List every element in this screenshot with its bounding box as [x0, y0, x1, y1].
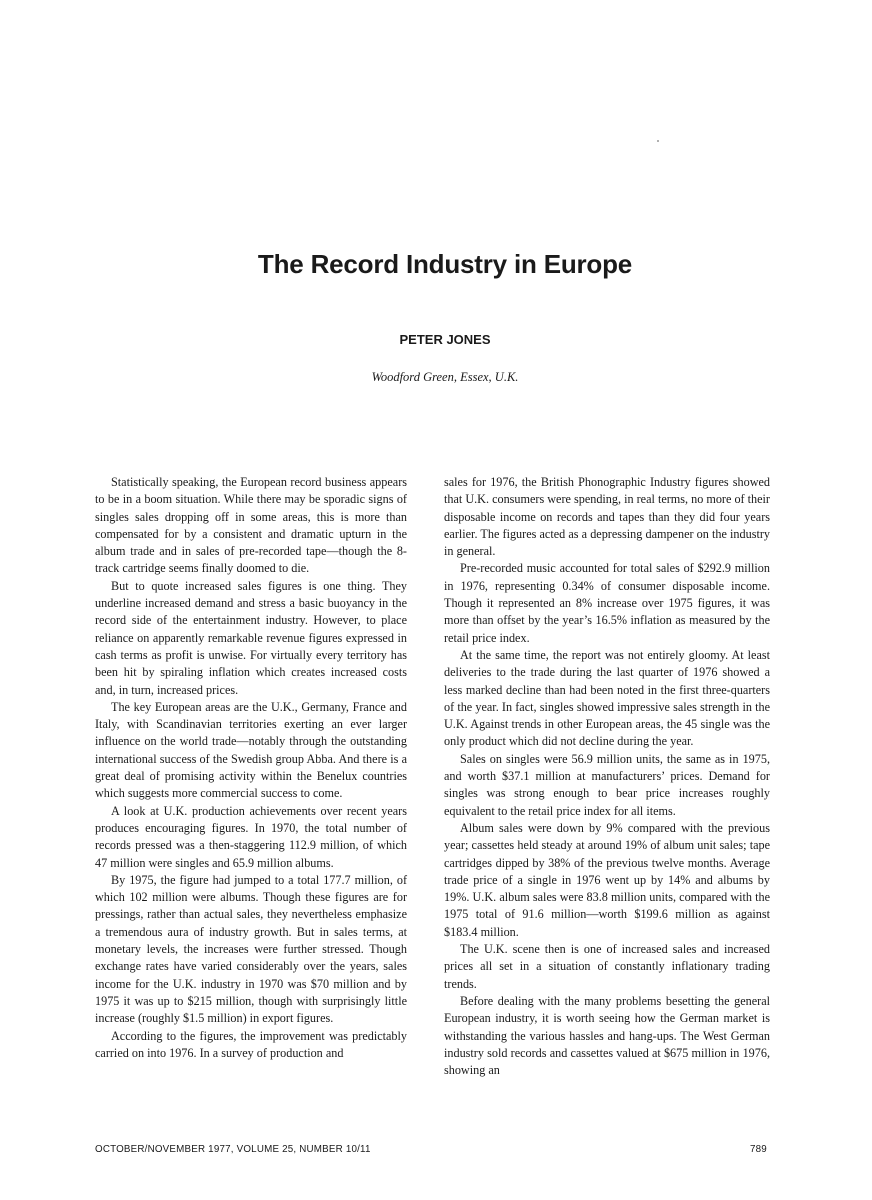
paragraph: At the same time, the report was not entirely gloomy. At least deliveries to the trade during the last quarter of 1976 showed a less marked decline than had been noted in the first three-quarters of the year. In fact, singles showed impressive sales strength in the U.K. Against trends in other European areas, the 45 single was the only product which did not decline during the year.: [444, 647, 770, 749]
paragraph: By 1975, the figure had jumped to a total 177.7 million, of which 102 million were albums. Though these figures are for pressings, rather than actual sales, they nevertheless emphasize a tremendous aura of industry growth. But in sales terms, at monetary levels, the increases were further stressed. Though exchange rates have varied considerably over the years, sales income for the U.K. industry in 1970 was $70 million and by 1975 it was up to $215 million, though with surprisingly little increase (roughly $1.5 million) in export figures.: [95, 872, 407, 1026]
paragraph: But to quote increased sales figures is one thing. They underline increased demand and stress a basic buoyancy in the record side of the entertainment industry. However, to place reliance on apparently remarkable revenue figures expressed in cash terms as profit is unwise. For virtually every territory has been hit by spiraling inflation which creates increased costs and, in turn, increased prices.: [95, 578, 407, 697]
paragraph: Statistically speaking, the European record business appears to be in a boom situation. While there may be sporadic signs of singles sales dropping off in some areas, this is more than compensated for by a consistent and dramatic upturn in the album trade and in sales of pre-recorded tape—though the 8-track cartridge seems finally doomed to die.: [95, 475, 407, 576]
scan-speck: [657, 140, 659, 142]
paragraph: Album sales were down by 9% compared with the previous year; cassettes held steady at around 19% of album unit sales; tape cartridges dipped by 38% of the previous twelve months. Average trade price of a single in 1976 went up by 14% and albums by 19%. U.K. album sales were 83.8 million units, compared with the 1975 total of 91.6 million—worth $199.6 million as against $183.4 million.: [444, 820, 770, 939]
paragraph: Before dealing with the many problems besetting the general European industry, it is worth seeing how the German market is withstanding the various hassles and hang-ups. The West German industry sold records and cassettes valued at $675 million in 1976, showing an: [444, 993, 770, 1078]
paragraph: A look at U.K. production achievements over recent years produces encouraging figures. In 1970, the total number of records pressed was a then-staggering 112.9 million, of which 47 million were singles and 65.9 million albums.: [95, 803, 407, 870]
paragraph: Pre-recorded music accounted for total sales of $292.9 million in 1976, representing 0.34% of consumer disposable income. Though it represented an 8% increase over 1975 figures, it was more than offset by the year’s 16.5% inflation as measured by the retail price index.: [444, 561, 770, 645]
paragraph: The U.K. scene then is one of increased sales and increased prices all set in a situation of constantly inflationary trading trends.: [444, 942, 770, 991]
author-name: PETER JONES: [399, 332, 491, 347]
paragraph: The key European areas are the U.K., Germany, France and Italy, with Scandinavian territories exerting an ever larger influence on the world trade—notably through the outstanding international success of the Swedish group Abba. And there is a great deal of promising activity within the Benelux countries which suggests more commercial success to come.: [95, 699, 407, 801]
page-number: 789: [750, 1144, 767, 1155]
article-title: The Record Industry in Europe: [257, 249, 633, 279]
body-column-left: [95, 474, 407, 1062]
body-column-right: [444, 474, 770, 1079]
paragraph: Sales on singles were 56.9 million units, the same as in 1975, and worth $37.1 million at manufacturers’ prices. Demand for singles was strong enough to bear price increases roughly equivalent to the retail price index for all items.: [444, 751, 770, 818]
paragraph: According to the figures, the improvement was predictably carried on into 1976. In a survey of production and: [95, 1028, 407, 1060]
journal-citation: OCTOBER/NOVEMBER 1977, VOLUME 25, NUMBER 10/11: [95, 1144, 371, 1155]
paragraph-continuation: sales for 1976, the British Phonographic Industry figures showed that U.K. consumers were spending, in real terms, no more of their disposable income on records and tapes than they did four years earlier. The figures acted as a depressing dampener on the industry in general.: [444, 475, 770, 559]
author-affiliation: Woodford Green, Essex, U.K.: [371, 370, 519, 384]
